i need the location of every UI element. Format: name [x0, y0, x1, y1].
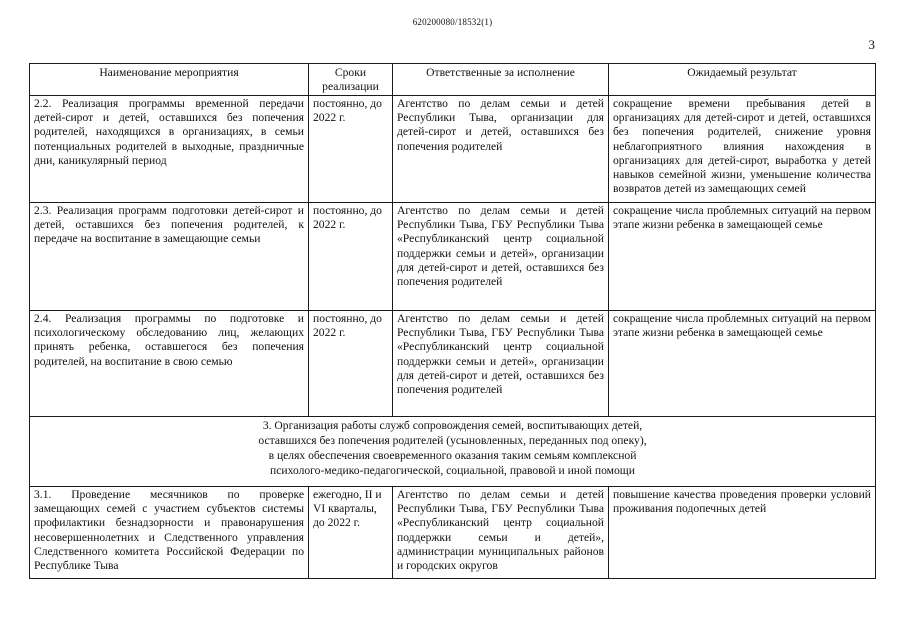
document-id: 620200080/18532(1) — [412, 17, 493, 27]
section-heading-row — [30, 417, 876, 487]
cell-responsible: Агентство по делам семьи и детей Республики Тыва, организации для детей-сирот и детей, оставшихся без попечения родителей — [393, 96, 609, 203]
table-row — [30, 203, 876, 311]
cell-name: 2.2. Реализация программы временной передачи детей-сирот и детей, оставшихся без попечения родителей, находящихся в организациях, в семьи потенциальных родителей в выходные, праздничные дни, каникулярный период — [30, 96, 309, 203]
header-result: Ожидаемый результат — [609, 64, 876, 96]
cell-result: сокращение числа проблемных ситуаций на первом этапе жизни ребенка в замещающей семье — [609, 311, 876, 417]
cell-responsible: Агентство по делам семьи и детей Республики Тыва, ГБУ Республики Тыва «Республиканский центр социальной поддержки семьи и детей», организации для детей-сирот и детей, оставшихся без попечения родителей — [393, 203, 609, 311]
cell-deadline: постоянно, до 2022 г. — [309, 96, 393, 203]
page-number: 3 — [868, 37, 875, 52]
cell-name: 3.1. Проведение месячников по проверке замещающих семей с участием субъектов системы профилактики безнадзорности и правонарушения несовершеннолетних и Следственного управления Следственного комитета Российской Федерации по Республике Тыва — [30, 487, 309, 579]
table-header-row — [30, 64, 876, 96]
header-responsible: Ответственные за исполнение — [393, 64, 609, 96]
header-deadline: Сроки реализации — [309, 64, 393, 96]
cell-result: сокращение числа проблемных ситуаций на первом этапе жизни ребенка в замещающей семье — [609, 203, 876, 311]
section-heading-line: в целях обеспечения своевременного оказания таким семьям комплексной — [268, 449, 637, 462]
cell-result: сокращение времени пребывания детей в организациях для детей-сирот и детей, оставшихся без попечения родителей, снижение уровня неблагоприятного влияния нахождения в организациях для детей-сирот, выработка у детей навыков семейной жизни, уменьшение количества возвратов детей из замещающих семей — [609, 96, 876, 203]
cell-responsible: Агентство по делам семьи и детей Республики Тыва, ГБУ Республики Тыва «Республиканский центр социальной поддержки семьи и детей», администрации муниципальных районов и городских округов — [393, 487, 609, 579]
table-row — [30, 311, 876, 417]
section-heading — [30, 417, 876, 487]
measures-table — [29, 63, 876, 579]
cell-deadline: ежегодно, II и VI кварталы, до 2022 г. — [309, 487, 393, 579]
cell-name: 2.3. Реализация программ подготовки детей-сирот и детей, оставшихся без попечения родителей, к передаче на воспитание в замещающие семьи — [30, 203, 309, 311]
header-name: Наименование мероприятия — [30, 64, 309, 96]
cell-result: повышение качества проведения проверки условий проживания подопечных детей — [609, 487, 876, 579]
table-row — [30, 487, 876, 579]
section-heading-line: психолого-медико-педагогической, социальной, правовой и иной помощи — [270, 464, 635, 477]
cell-deadline: постоянно, до 2022 г. — [309, 203, 393, 311]
cell-name: 2.4. Реализация программы по подготовке и психологическому обследованию лиц, желающих принять ребенка, оставшегося без попечения родителей, на воспитание в свою семью — [30, 311, 309, 417]
cell-deadline: постоянно, до 2022 г. — [309, 311, 393, 417]
section-heading-line: оставшихся без попечения родителей (усыновленных, переданных под опеку), — [258, 434, 647, 447]
section-heading-line: 3. Организация работы служб сопровождения семей, воспитывающих детей, — [262, 419, 643, 432]
cell-responsible: Агентство по делам семьи и детей Республики Тыва, ГБУ Республики Тыва «Республиканский центр социальной поддержки семьи и детей», организации для детей-сирот и детей, оставшихся без попечения родителей — [393, 311, 609, 417]
table-row — [30, 96, 876, 203]
